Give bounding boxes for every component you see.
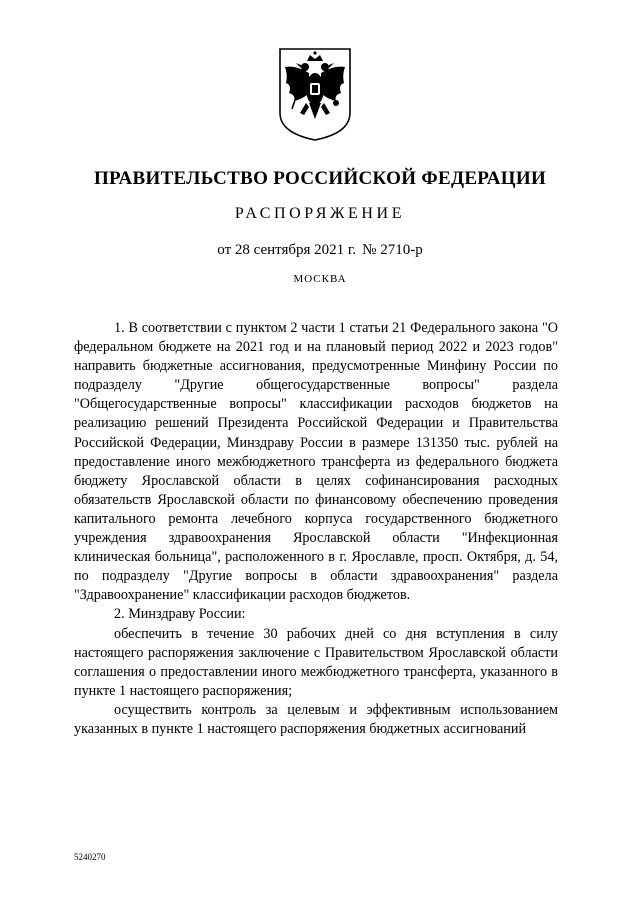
document-number: № 2710-р [362,242,423,258]
coat-of-arms-russia-icon [276,45,354,143]
paragraph-1: 1. В соответствии с пунктом 2 части 1 статьи 21 Федерального закона "О федеральном бюджете на 2021 год и на плановый период 2022 и 2023 годов" направить бюджетные ассигнования, предусмотренные Минфину России по подразделу "Другие общегосударственные вопросы" раздела "Общегосударственные вопросы" классификации расходов бюджетов на реализацию решений Президента Российской Федерации и Правительства Российской Федерации, Минздраву России в размере 131350 тыс. рублей на предоставление иного межбюджетного трансферта из федерального бюджета бюджету Ярославской области в целях софинансирования расходных обязательств Ярославской области по финансовому обеспечению проведения капитального ремонта лечебного корпуса государственного бюджетного учреждения здравоохранения Ярославской области "Инфекционная клиническая больница", расположенного в г. Ярославле, просп. Октября, д. 54, по подразделу "Другие вопросы в области здравоохранения" раздела "Здравоохранение" классификации расходов бюджетов. [74,320,558,604]
government-title: ПРАВИТЕЛЬСТВО РОССИЙСКОЙ ФЕДЕРАЦИИ [93,168,547,189]
paragraph-3: обеспечить в течение 30 рабочих дней со дня вступления в силу настоящего распоряжения заключение с Правительством Ярославской области соглашения о предоставлении иного межбюджетного трансферта, указанного в пункте 1 настоящего распоряжения; [74,625,558,699]
document-code: 5240270 [74,852,106,862]
document-date-line [0,242,640,259]
document-type: РАСПОРЯЖЕНИЕ [234,205,406,222]
document-date: от 28 сентября 2021 г. [217,242,357,258]
document-city: МОСКВА [293,273,347,285]
document-body [74,319,558,739]
paragraph-4: осуществить контроль за целевым и эффективным использованием указанных в пункте 1 настоящего распоряжения бюджетных ассигнований [74,701,558,737]
paragraph-2: 2. Минздраву России: [114,606,246,623]
